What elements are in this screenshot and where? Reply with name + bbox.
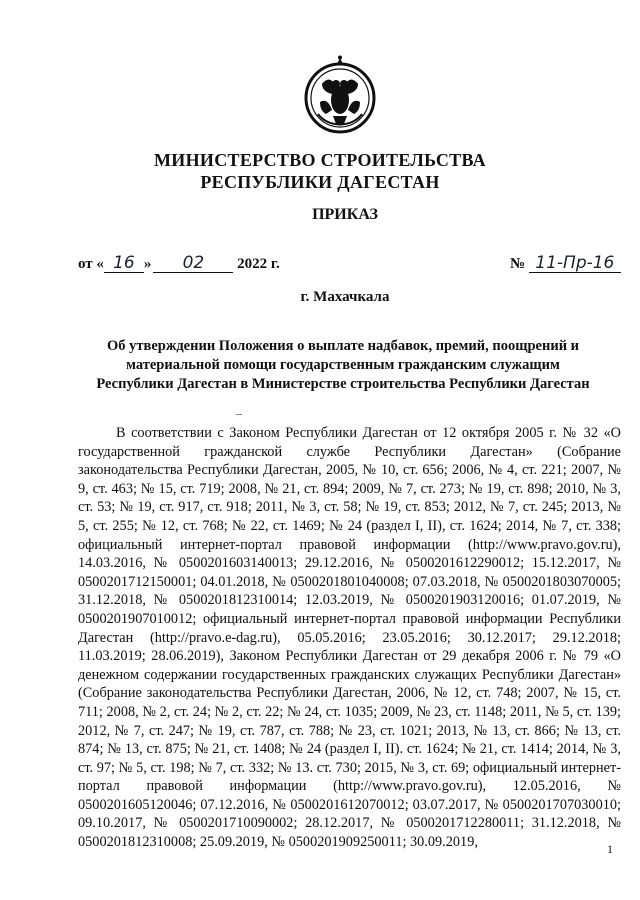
coat-of-arms-emblem [300,54,380,136]
ministry-name-line1: МИНИСТЕРСТВО СТРОИТЕЛЬСТВА [154,150,486,170]
date-mid: » [143,256,152,272]
order-number [510,254,621,273]
number-value: 11-Пр-16 [529,254,621,273]
city-name: г. Махачкала [300,289,390,305]
page-number: 1 [607,842,613,856]
date-month: 02 [153,254,233,273]
body-paragraph: В соответствии с Законом Республики Дагестан от 12 октября 2005 г. № 32 «О государственной гражданской службе Республики Дагестан» (Собрание законодательства Республики Дагестан, 2005, № 10, ст. 656; 2006, № 4, ст. 221; 2007, № 9, ст. 463; № 15, ст. 719; 2008, № 21, ст. 894; 2009, № 7, ст. 273; № 19, ст. 898; 2010, № 3, ст. 53; № 19, ст. 917, ст. 918; 2011, № 3, ст. 58; № 19, ст. 853; 2012, № 7, ст. 245; 2013, № 5, ст. 255; № 12, ст. 768; № 22, ст. 1469; № 24 (раздел I, II), ст. 1624; 2014, № 7, ст. 338; официальный интернет-портал правовой информации (http://www.pravo.gov.ru), 14.03.2016, № 0500201603140013; 29.12.2016, № 0500201612290012; 15.12.2017, № 0500201712150001; 04.01.2018, № 0500201801040008; 07.03.2018, № 0500201803070005; 31.12.2018, № 0500201812310014; 12.03.2019, № 0500201903120016; 01.07.2019, № 0500201907010012; официальный интернет-портал правовой информации Республики Дагестан (http://pravo.e-dag.ru), 05.05.2016; 23.05.2016; 30.12.2017; 29.12.2018; 11.03.2019; 28.06.2019), Законом Республики Дагестан от 29 декабря 2006 г. № 79 «О денежном содержании государственных гражданских служащих Республики Дагестан» (Собрание законодательства Республики Дагестан, 2006, № 12, ст. 748; 2007, № 15, ст. 711; 2008, № 2, ст. 24; № 2, ст. 22; № 24, ст. 1035; 2009, № 23, ст. 1148; 2011, № 5, ст. 139; 2012, № 7, ст. 247; № 19, ст. 787, ст. 788; № 23, ст. 1021; 2013, № 13, ст. 866; № 13, ст. 874; № 13, ст. 875; № 21, ст. 1408; № 24 (раздел I, II). ст. 1624; № 21, ст. 1414; 2014, № 3, ст. 97; № 5, ст. 198; № 7, ст. 332; № 13. ст. 730; 2015, № 3, ст. 69; официальный интернет-портал правовой информации (http://www.pravo.gov.ru), 12.05.2016, № 0500201605120046; 07.12.2016, № 0500201612070012; 03.07.2017, № 0500201707030010; 09.10.2017, № 0500201710090002; 28.12.2017, № 0500201712280011; 31.12.2018, № 0500201812310008; 25.09.2019, № 0500201909250011; 30.09.2019, [78,425,621,851]
date-prefix: от « [78,256,104,272]
order-date [78,254,280,273]
order-subject: Об утверждении Положения о выплате надбавок, премий, поощрений и материальной помощи государственным гражданским служащим Республики Дагестан в Министерстве строительства Республики Дагестан [96,338,590,392]
document-type: ПРИКАЗ [312,206,378,223]
ministry-name-line2: РЕСПУБЛИКИ ДАГЕСТАН [200,172,440,192]
date-year: 2022 г. [237,256,280,272]
number-prefix: № [510,256,526,272]
scan-mark [236,414,242,419]
date-day: 16 [104,254,144,273]
